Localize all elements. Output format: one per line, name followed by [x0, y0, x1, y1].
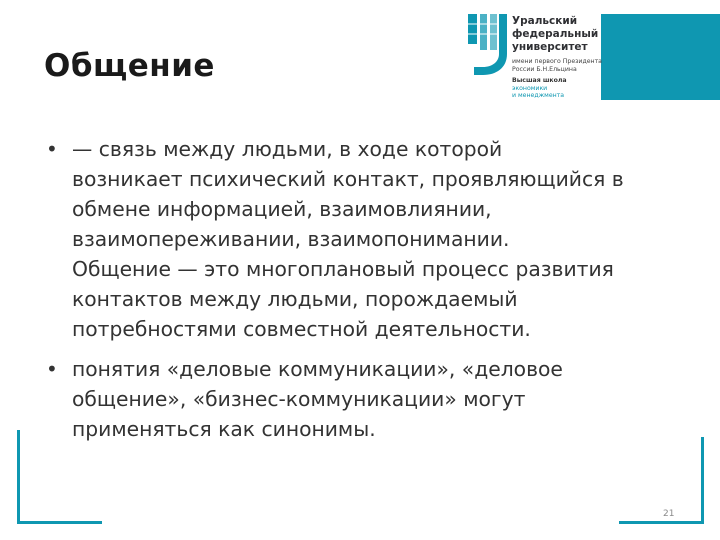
text-line: контактов между людьми, порождаемый [72, 287, 518, 311]
logo-text-line2: федеральный [512, 28, 599, 40]
text-line: возникает психический контакт, проявляющийся в [72, 167, 624, 191]
bullet-item [46, 134, 696, 344]
logo-school-line2: экономики [512, 85, 548, 92]
logo-subtitle-line2: России Б.Н.Ельцина [512, 66, 577, 73]
frame-corner-right-horizontal [619, 521, 704, 524]
text-line: применяться как синонимы. [72, 417, 376, 441]
logo-text-line3: университет [512, 41, 588, 53]
urfu-logo-icon [466, 14, 508, 76]
bullet-dot-icon: • [46, 357, 58, 381]
text-line: понятия «деловые коммуникации», «деловое [72, 357, 563, 381]
text-line: потребностями совместной деятельности. [72, 317, 531, 341]
bullet-text [72, 354, 696, 444]
logo-school-line1: Высшая школа [512, 77, 567, 84]
text-line: обмене информацией, взаимовлиянии, [72, 197, 492, 221]
slide-body [46, 134, 696, 454]
logo-text-line1: Уральский [512, 15, 578, 27]
logo-school-line3: и менеджмента [512, 92, 565, 99]
text-line: общение», «бизнес-коммуникации» могут [72, 387, 526, 411]
bullet-text [72, 134, 696, 344]
text-line: взаимопереживании, взаимопонимании. [72, 227, 510, 251]
slide-title: Общение [44, 48, 215, 84]
logo-subtitle-line1: имени первого Президента [512, 58, 602, 65]
logo-color-band [601, 14, 720, 100]
frame-corner-left-vertical [17, 430, 20, 524]
bullet-item [46, 354, 696, 444]
bullet-dot-icon: • [46, 137, 58, 161]
text-line: Общение — это многоплановый процесс развития [72, 257, 614, 281]
frame-corner-right-vertical [701, 437, 704, 524]
frame-corner-left-horizontal [17, 521, 102, 524]
text-line: — связь между людьми, в ходе которой [72, 137, 503, 161]
page-number: 21 [663, 509, 675, 519]
